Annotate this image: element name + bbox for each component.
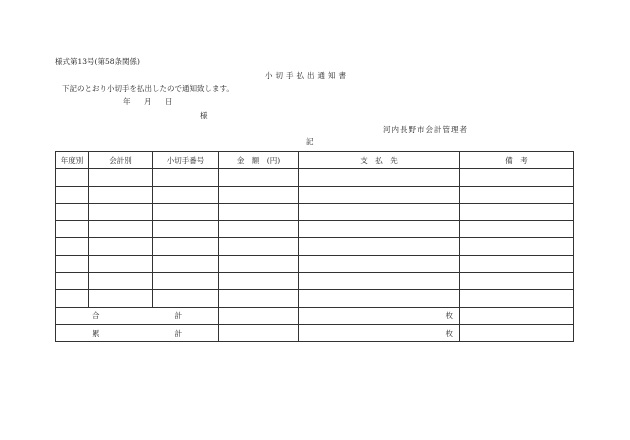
addressee-honorific: 様	[200, 111, 208, 120]
cell[interactable]	[89, 238, 153, 255]
check-payout-table	[55, 151, 574, 342]
cell[interactable]	[153, 221, 219, 238]
cell[interactable]	[89, 273, 153, 290]
cell[interactable]	[460, 169, 574, 186]
total-remarks-cell[interactable]	[460, 307, 574, 324]
cell[interactable]	[89, 169, 153, 186]
cumulative-label-left: 累	[92, 328, 100, 338]
header-account: 会計別	[89, 152, 153, 169]
cumulative-label	[56, 324, 219, 341]
issuer-name: 河内長野市会計管理者	[383, 125, 468, 134]
cell[interactable]	[219, 169, 299, 186]
cell[interactable]	[219, 238, 299, 255]
table-row	[56, 203, 574, 220]
cell[interactable]	[56, 238, 89, 255]
total-count-cell[interactable]	[299, 307, 460, 324]
cell[interactable]	[153, 238, 219, 255]
table-row	[56, 273, 574, 290]
cell[interactable]	[153, 255, 219, 272]
form-number: 様式第13号(第58条関係)	[55, 57, 140, 66]
cell[interactable]	[460, 203, 574, 220]
total-label-left: 合	[92, 311, 100, 321]
cell[interactable]	[56, 169, 89, 186]
cumulative-count-cell[interactable]	[299, 324, 460, 341]
cumulative-row	[56, 324, 574, 341]
cell[interactable]	[153, 290, 219, 307]
cell[interactable]	[153, 186, 219, 203]
cell[interactable]	[460, 255, 574, 272]
cell[interactable]	[56, 255, 89, 272]
cell[interactable]	[299, 221, 460, 238]
header-remarks: 備 考	[460, 152, 574, 169]
cell[interactable]	[219, 186, 299, 203]
table-row	[56, 169, 574, 186]
cell[interactable]	[219, 255, 299, 272]
cell[interactable]	[56, 221, 89, 238]
cell[interactable]	[56, 290, 89, 307]
total-amount-cell[interactable]	[219, 307, 299, 324]
cell[interactable]	[89, 203, 153, 220]
count-unit: 枚	[445, 328, 453, 338]
cell[interactable]	[299, 290, 460, 307]
cumulative-remarks-cell[interactable]	[460, 324, 574, 341]
cell[interactable]	[153, 169, 219, 186]
cell[interactable]	[460, 290, 574, 307]
table-row	[56, 238, 574, 255]
cell[interactable]	[89, 290, 153, 307]
cell[interactable]	[219, 203, 299, 220]
cell[interactable]	[299, 203, 460, 220]
cell[interactable]	[299, 255, 460, 272]
cumulative-label-right: 計	[174, 328, 182, 338]
cell[interactable]	[89, 221, 153, 238]
header-check-number: 小切手番号	[153, 152, 219, 169]
cell[interactable]	[56, 203, 89, 220]
document-title: 小切手払出通知書	[265, 71, 349, 80]
header-amount: 金 額 (円)	[219, 152, 299, 169]
cell[interactable]	[460, 238, 574, 255]
total-label	[56, 307, 219, 324]
table-row	[56, 186, 574, 203]
cell[interactable]	[89, 255, 153, 272]
table-row	[56, 290, 574, 307]
cell[interactable]	[219, 221, 299, 238]
table-row	[56, 221, 574, 238]
date-line: 年 月 日	[123, 97, 176, 106]
header-fiscal-year: 年度別	[56, 152, 89, 169]
cell[interactable]	[153, 203, 219, 220]
cell[interactable]	[56, 186, 89, 203]
cell[interactable]	[299, 169, 460, 186]
total-row	[56, 307, 574, 324]
cell[interactable]	[460, 186, 574, 203]
cell[interactable]	[460, 221, 574, 238]
total-label-right: 計	[174, 311, 182, 321]
cell[interactable]	[219, 290, 299, 307]
ki-marker: 記	[306, 137, 314, 146]
cell[interactable]	[460, 273, 574, 290]
cell[interactable]	[89, 186, 153, 203]
cell[interactable]	[299, 186, 460, 203]
cell[interactable]	[219, 273, 299, 290]
cell[interactable]	[299, 273, 460, 290]
header-payee: 支 払 先	[299, 152, 460, 169]
cumulative-amount-cell[interactable]	[219, 324, 299, 341]
count-unit: 枚	[445, 311, 453, 321]
table-header-row	[56, 152, 574, 169]
cell[interactable]	[299, 238, 460, 255]
cell[interactable]	[56, 273, 89, 290]
cell[interactable]	[153, 273, 219, 290]
table-row	[56, 255, 574, 272]
intro-text: 下記のとおり小切手を払出したので通知致します。	[62, 84, 234, 93]
